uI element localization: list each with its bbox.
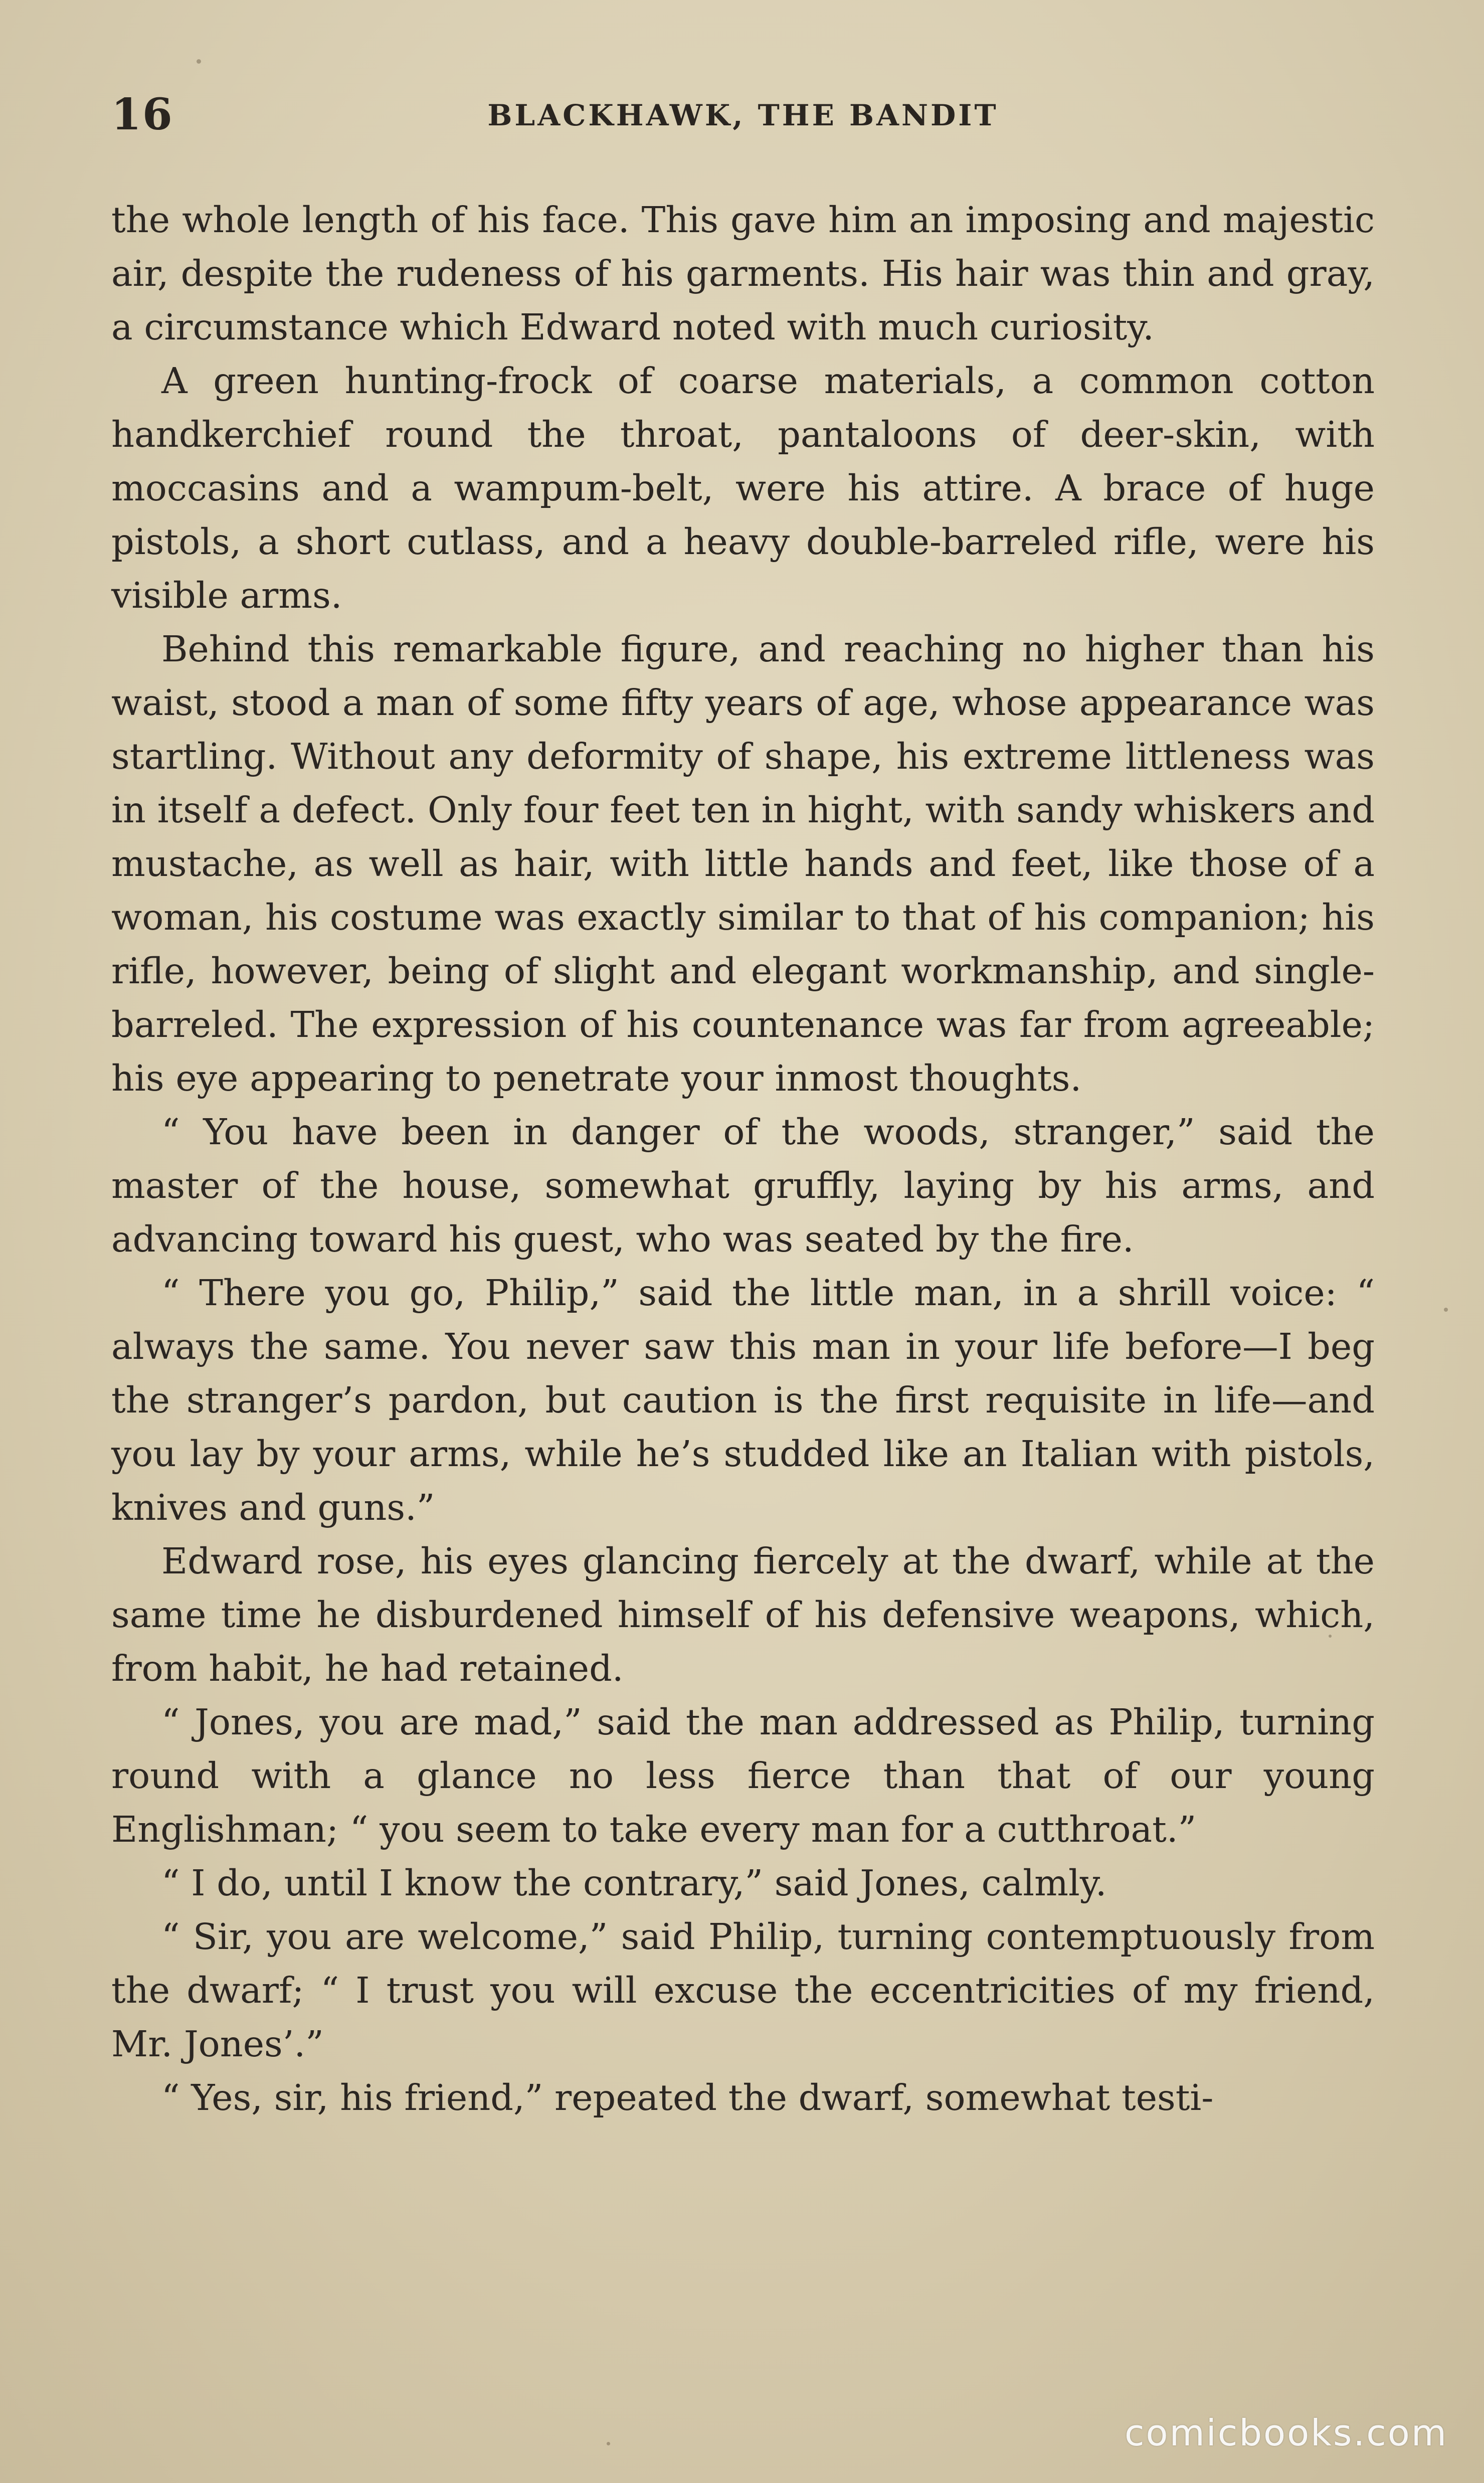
paper-speck [1444, 1308, 1448, 1312]
paper-speck [607, 2442, 610, 2445]
paragraph: “ Sir, you are welcome,” said Philip, turning contemptuously from the dwarf; “ I trust you will excuse the eccentricities of my friend, Mr. Jones’.” [111, 1916, 1375, 2065]
running-title: BLACKHAWK, THE BANDIT [487, 98, 999, 132]
paragraph: “ You have been in danger of the woods, stranger,” said the master of the house, somewhat gruffly, laying by his arms, and advancing toward his guest, who was seated by the fire. [111, 1111, 1375, 1260]
paragraph: the whole length of his face. This gave him an imposing and majestic air, despite the rudeness of his garments. His hair was thin and gray, a circumstance which Edward noted with much curiosity. [111, 199, 1375, 348]
paragraph: “ I do, until I know the contrary,” said Jones, calmly. [161, 1862, 1107, 1904]
paper-speck [1329, 1635, 1332, 1638]
watermark: comicbooks.com [1124, 2412, 1448, 2454]
page-header [111, 89, 1375, 149]
paragraph: “ Jones, you are mad,” said the man addressed as Philip, turning round with a glance no less fierce than that of our young Englishman; “ you seem to take every man for a cutthroat.” [111, 1701, 1375, 1850]
paragraph: Behind this remarkable figure, and reaching no higher than his waist, stood a man of some fifty years of age, whose appearance was startling. Without any deformity of shape, his extreme littleness was in itself a defect. Only four feet ten in hight, with sandy whiskers and mustache, as well as hair, with little hands and feet, like those of a woman, his costume was exactly similar to that of his companion; his rifle, however, being of slight and elegant workmanship, and single-barreled. The expression of his countenance was far from agreeable; his eye appearing to penetrate your inmost thoughts. [111, 628, 1375, 1099]
paper-speck [197, 59, 201, 64]
paragraph: Edward rose, his eyes glancing fiercely at the dwarf, while at the same time he disburdened himself of his defensive weapons, which, from habit, he had retained. [111, 1540, 1375, 1689]
paragraph: “ Yes, sir, his friend,” repeated the dwarf, somewhat testi- [161, 2077, 1214, 2118]
body-text [111, 193, 1375, 2124]
page-number: 16 [111, 89, 173, 140]
paragraph: A green hunting-frock of coarse materials, a common cotton handkerchief round the throat, pantaloons of deer-skin, with moccasins and a wampum-belt, were his attire. A brace of huge pistols, a short cutlass, and a heavy double-barreled rifle, were his visible arms. [111, 360, 1375, 616]
paragraph: “ There you go, Philip,” said the little man, in a shrill voice: “ always the same. You never saw this man in your life before—I beg the stranger’s pardon, but caution is the first requisite in life—and you lay by your arms, while he’s studded like an Italian with pistols, knives and guns.” [111, 1272, 1375, 1528]
